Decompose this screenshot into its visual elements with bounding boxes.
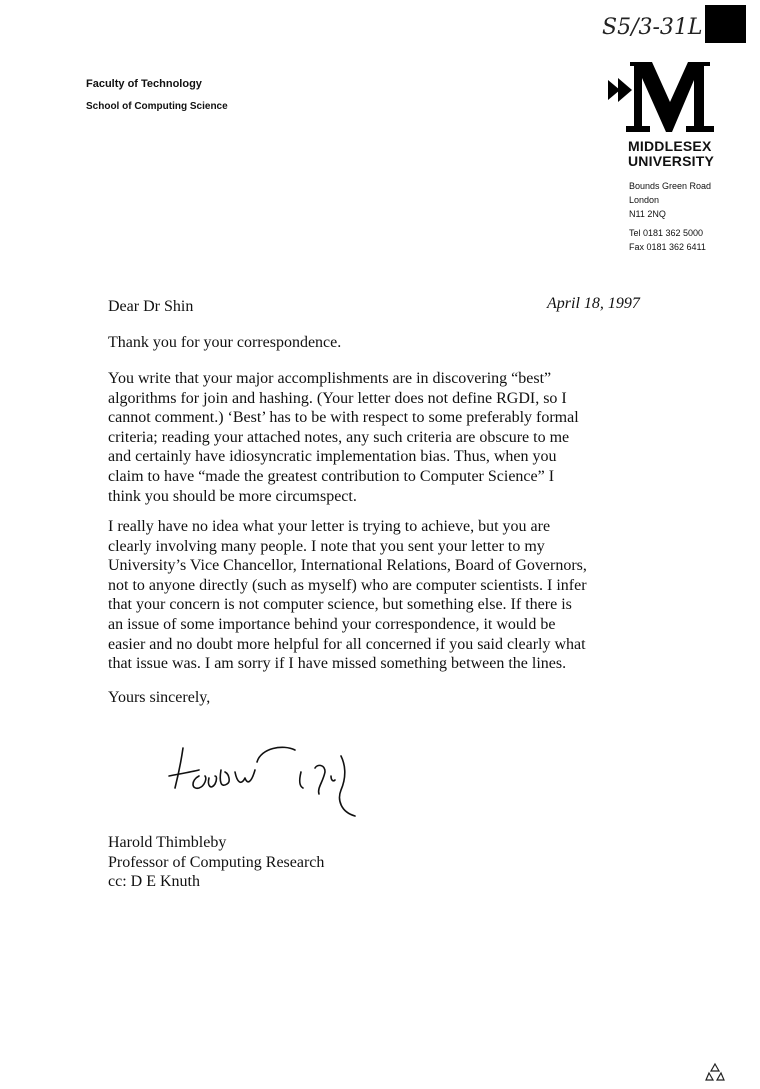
closing [108,688,648,708]
address-line: N11 2NQ [629,209,666,219]
cc-line: cc: D E Knuth [108,873,200,890]
university-name-line1: MIDDLESEX [628,138,712,154]
paragraph-line: easier and no doubt more helpful for all concerned if you said clearly what [108,635,586,653]
school-label: School of Computing Science [86,101,228,112]
signer-name: Harold Thimbleby [108,834,227,851]
paragraph-line: Thank you for your correspondence. [108,334,342,351]
paragraph-line: think you should be more circumspect. [108,487,357,505]
paragraph-line: an issue of some importance behind your correspondence, it would be [108,615,556,633]
university-name-line2: UNIVERSITY [628,153,715,169]
paragraph-line: that your concern is not computer science, but something else. If there is [108,596,572,614]
svg-text:S5/3-31L: S5/3-31L [602,15,703,40]
faculty-label: Faculty of Technology [86,78,202,90]
salutation: Dear Dr Shin [108,298,194,315]
university-address [629,179,711,254]
paragraph-line: cannot comment.) ‘Best’ has to be with respect to some preferably formal [108,409,579,427]
closing-line: Yours sincerely, [108,689,211,706]
paragraph-line: not to anyone directly (such as myself) who are computer scientists. I infer [108,576,587,594]
paragraph-line: clearly involving many people. I note that you sent your letter to my [108,537,545,555]
address-line: London [629,195,660,205]
middlesex-university-logo-icon [606,56,728,136]
paragraph-line: that issue was. I am sorry if I have missed something between the lines. [108,655,567,673]
paragraph-line: You write that your major accomplishments are in discovering “best” [108,370,552,387]
paragraph-line: algorithms for join and hashing. (Your letter does not define RGDI, so I [108,389,567,407]
paragraph-line: I really have no idea what your letter is trying to achieve, but you are [108,518,551,535]
address-line: Bounds Green Road [629,181,712,191]
paragraph-line: claim to have “made the greatest contribution to Computer Science” I [108,467,555,485]
letter-date: April 18, 1997 [547,295,640,312]
recycle-icon [704,1061,726,1083]
telephone-number: Tel 0181 362 5000 [629,228,704,238]
signature-block [108,833,324,892]
paragraph-3 [108,517,648,674]
paragraph-1 [108,333,648,353]
paragraph-2 [108,369,648,506]
paragraph-line: criteria; reading your attached notes, any such criteria are obscure to me [108,428,570,446]
signer-title: Professor of Computing Research [108,853,325,871]
paragraph-line: University’s Vice Chancellor, International Relations, Board of Governors, [108,557,587,575]
university-name [628,139,714,169]
handwritten-reference-note [598,8,708,46]
handwritten-signature [165,742,390,824]
paragraph-line: and certainly have idiosyncratic implementation bias. Thus, when you [108,448,557,466]
fax-number: Fax 0181 362 6411 [629,242,706,252]
corner-black-block [705,5,746,43]
